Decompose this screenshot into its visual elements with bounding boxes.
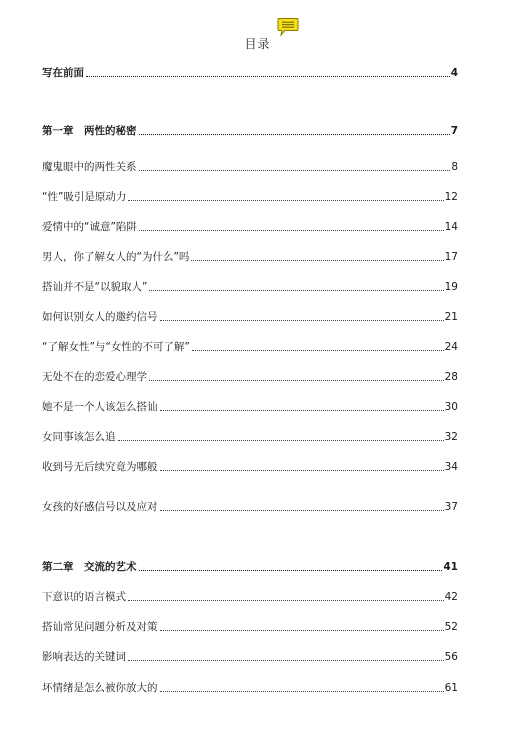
toc-heading-entry[interactable] xyxy=(42,558,458,574)
toc-page-number: 17 xyxy=(444,251,458,263)
toc-entry-label: 坏情绪是怎么被你放大的 xyxy=(42,682,158,694)
toc-entry-label: 第一章 两性的秘密 xyxy=(42,125,137,137)
toc-entry[interactable] xyxy=(42,308,458,324)
dot-leader xyxy=(160,510,444,511)
toc-page-number: 14 xyxy=(444,221,458,233)
toc-entry-label: 爱情中的“诚意”陷阱 xyxy=(42,221,137,233)
comment-icon[interactable] xyxy=(277,17,299,37)
toc-entry[interactable] xyxy=(42,338,458,354)
toc-entry[interactable] xyxy=(42,248,458,264)
toc-entry-label: 搭讪并不是“以貌取人” xyxy=(42,281,148,293)
toc-entry[interactable] xyxy=(42,428,458,444)
dot-leader xyxy=(139,570,443,571)
toc-header xyxy=(0,33,515,53)
dot-leader xyxy=(160,691,444,692)
dot-leader xyxy=(128,660,444,661)
toc-page-number: 41 xyxy=(443,561,458,573)
dot-leader xyxy=(149,290,443,291)
toc-entry[interactable] xyxy=(42,679,458,695)
toc-page-number: 32 xyxy=(444,431,458,443)
toc-entry-label: 下意识的语言模式 xyxy=(42,591,126,603)
toc-heading-entry[interactable] xyxy=(42,64,458,80)
dot-leader xyxy=(139,134,450,135)
toc-title: 目录 xyxy=(244,37,271,51)
dot-leader xyxy=(149,380,444,381)
toc-entry-label: 女同事该怎么追 xyxy=(42,431,116,443)
toc-page-number: 42 xyxy=(444,591,458,603)
toc-page-number: 8 xyxy=(451,161,458,173)
toc-page-number: 61 xyxy=(444,682,458,694)
toc-entry-label: 第二章 交流的艺术 xyxy=(42,561,137,573)
toc-page-number: 24 xyxy=(444,341,458,353)
dot-leader xyxy=(128,200,443,201)
toc-entry-label: “性”吸引是原动力 xyxy=(42,191,127,203)
toc-entry-label: 她不是一个人该怎么搭讪 xyxy=(42,401,158,413)
toc-page-number: 21 xyxy=(444,311,458,323)
dot-leader xyxy=(192,350,444,351)
toc-entry-label: “了解女性”与“女性的不可了解” xyxy=(42,341,190,353)
dot-leader xyxy=(139,170,451,171)
dot-leader xyxy=(128,600,444,601)
toc-entry[interactable] xyxy=(42,398,458,414)
toc-entry[interactable] xyxy=(42,618,458,634)
toc-page-number: 4 xyxy=(450,67,458,79)
toc-entry-label: 女孩的好感信号以及应对 xyxy=(42,501,158,513)
toc-page-number: 28 xyxy=(444,371,458,383)
toc-entry[interactable] xyxy=(42,368,458,384)
toc-entry-label: 搭讪常见问题分析及对策 xyxy=(42,621,158,633)
dot-leader xyxy=(160,320,444,321)
dot-leader xyxy=(160,410,444,411)
toc-entry[interactable] xyxy=(42,218,458,234)
dot-leader xyxy=(139,230,444,231)
toc-entry[interactable] xyxy=(42,188,458,204)
toc-entry-label: 写在前面 xyxy=(42,67,84,79)
toc-page-number: 12 xyxy=(444,191,458,203)
toc-page-number: 37 xyxy=(444,501,458,513)
toc-entry-label: 魔鬼眼中的两性关系 xyxy=(42,161,137,173)
toc-entry[interactable] xyxy=(42,498,458,514)
toc-page-number: 56 xyxy=(444,651,458,663)
dot-leader xyxy=(191,260,443,261)
dot-leader xyxy=(160,630,444,631)
toc-page-number: 52 xyxy=(444,621,458,633)
toc-page-number: 34 xyxy=(444,461,458,473)
toc-entry[interactable] xyxy=(42,278,458,294)
toc-entry-label: 男人，你了解女人的“为什么”吗 xyxy=(42,251,190,263)
toc-page-number: 30 xyxy=(444,401,458,413)
toc-entry-label: 影响表达的关键词 xyxy=(42,651,126,663)
toc-entry[interactable] xyxy=(42,588,458,604)
toc-heading-entry[interactable] xyxy=(42,122,458,138)
toc-entry[interactable] xyxy=(42,458,458,474)
toc-entry-label: 如何识别女人的邀约信号 xyxy=(42,311,158,323)
toc-entry-label: 无处不在的恋爱心理学 xyxy=(42,371,147,383)
dot-leader xyxy=(86,76,450,77)
dot-leader xyxy=(118,440,444,441)
toc-entry[interactable] xyxy=(42,158,458,174)
toc-page-number: 19 xyxy=(444,281,458,293)
toc-page-number: 7 xyxy=(450,125,458,137)
toc-entry-label: 收到号无后续究竟为哪般 xyxy=(42,461,158,473)
toc-entry[interactable] xyxy=(42,648,458,664)
dot-leader xyxy=(160,470,444,471)
